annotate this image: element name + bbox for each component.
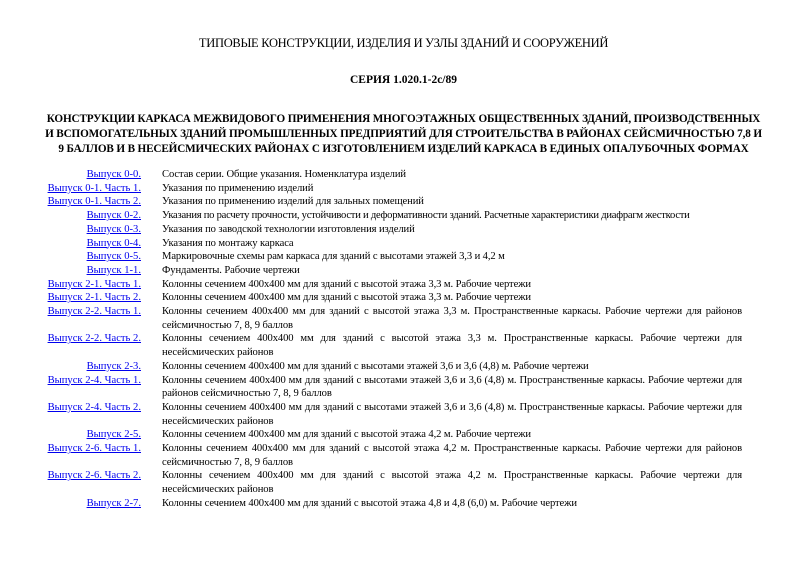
issue-link[interactable]: Выпуск 2-6. Часть 1. (47, 443, 141, 455)
list-item (0, 237, 807, 251)
issue-link[interactable]: Выпуск 2-7. (86, 497, 141, 509)
issue-description: Фундаменты. Рабочие чертежи (162, 264, 300, 276)
issue-link[interactable]: Выпуск 0-5. (86, 251, 141, 263)
issue-description: Состав серии. Общие указания. Номенклатура изделий (162, 169, 406, 180)
issue-description: Колонны сечением 400х400 мм для зданий с высотой этажа 4,2 м. Пространственные каркасы. Рабочие чертежи для районов сейсмичностью 7, 8, 9 баллов (162, 443, 742, 468)
list-item (0, 332, 807, 359)
collection-header: ТИПОВЫЕ КОНСТРУКЦИИ, ИЗДЕЛИЯ И УЗЛЫ ЗДАНИЙ И СООРУЖЕНИЙ (198, 36, 609, 50)
issue-description: Указания по заводской технологии изготовления изделий (162, 223, 415, 235)
issue-description: Указания по монтажу каркаса (162, 237, 294, 249)
list-item (0, 291, 807, 305)
issue-link[interactable]: Выпуск 2-6. Часть 2. (47, 470, 141, 482)
list-item (0, 497, 807, 511)
list-item (0, 305, 807, 332)
issue-description: Колонны сечением 400х400 мм для зданий с высотой этажа 3,3 м. Рабочие чертежи (162, 278, 531, 290)
list-item (0, 209, 807, 223)
issue-link[interactable]: Выпуск 0-1. Часть 2. (47, 196, 141, 208)
issue-description: Колонны сечением 400х400 мм для зданий с высотой этажа 3,3 м. Пространственные каркасы. Рабочие чертежи для районов сейсмичностью 7, 8, 9 баллов (162, 306, 742, 331)
list-item (0, 469, 807, 496)
issue-description: Колонны сечением 400х400 мм для зданий с высотой этажа 3,3 м. Пространственные каркасы. Рабочие чертежи для несейсмических районов (162, 333, 742, 359)
issue-link[interactable]: Выпуск 2-1. Часть 2. (47, 292, 141, 304)
issue-description: Колонны сечением 400х400 мм для зданий с высотой этажа 3,3 м. Рабочие чертежи (162, 292, 531, 304)
issue-link[interactable]: Выпуск 2-2. Часть 1. (47, 306, 141, 318)
issue-description: Колонны сечением 400х400 мм для зданий с высотой этажа 4,8 и 4,8 (6,0) м. Рабочие чертежи (162, 497, 577, 509)
list-item (0, 428, 807, 442)
document-title: КОНСТРУКЦИИ КАРКАСА МЕЖВИДОВОГО ПРИМЕНЕНИЯ МНОГОЭТАЖНЫХ ОБЩЕСТВЕННЫХ ЗДАНИЙ, ПРОИЗВОДСТВЕННЫХ И ВСПОМОГАТЕЛЬНЫХ ЗДАНИЙ ПРОМЫШЛЕННЫХ ПРЕДПРИЯТИЙ ДЛЯ СТРОИТЕЛЬСТВА В РАЙОНАХ СЕЙСМИЧНОСТЬЮ 7,8 И 9 БАЛЛОВ И В НЕСЕЙСМИЧЕСКИХ РАЙОНАХ С ИЗГОТОВЛЕНИЕМ ИЗДЕЛИЙ КАРКАСА В ЕДИНЫХ ОПАЛУБОЧНЫХ ФОРМАХ (45, 113, 762, 155)
issue-link[interactable]: Выпуск 2-1. Часть 1. (47, 278, 141, 290)
issue-link[interactable]: Выпуск 2-2. Часть 2. (47, 333, 141, 345)
list-item (0, 264, 807, 278)
issue-description: Колонны сечением 400х400 мм для зданий с высотами этажей 3,6 и 3,6 (4,8) м. Рабочие чертежи (162, 360, 589, 372)
issue-link[interactable]: Выпуск 0-3. (86, 223, 141, 235)
issue-description: Колонны сечением 400х400 мм для зданий с высотой этажа 4,2 м. Пространственные каркасы. Рабочие чертежи для несейсмических районов (162, 470, 742, 496)
list-item (0, 360, 807, 374)
list-item (0, 195, 807, 209)
issue-description: Колонны сечением 400х400 мм для зданий с высотами этажей 3,6 и 3,6 (4,8) м. Пространственные каркасы. Рабочие чертежи для районов сейсмичностью 7, 8, 9 баллов (162, 374, 742, 400)
list-item (0, 182, 807, 196)
list-item (0, 168, 807, 182)
issue-link[interactable]: Выпуск 2-4. Часть 1. (47, 374, 141, 386)
series-number: СЕРИЯ 1.020.1-2с/89 (349, 74, 457, 86)
issue-link[interactable]: Выпуск 2-5. (86, 429, 141, 441)
issue-link[interactable]: Выпуск 0-2. (86, 210, 141, 222)
list-item (0, 250, 807, 264)
issue-link[interactable]: Выпуск 1-1. (86, 264, 141, 276)
issue-link[interactable]: Выпуск 0-4. (86, 237, 141, 249)
issue-description: Колонны сечением 400х400 мм для зданий с высотой этажа 4,2 м. Рабочие чертежи (162, 429, 531, 441)
issue-description: Маркировочные схемы рам каркаса для зданий с высотами этажей 3,3 и 4,2 м (162, 251, 505, 263)
list-item (0, 442, 807, 469)
list-item (0, 401, 807, 428)
issue-description: Указания по расчету прочности, устойчивости и деформативности зданий. Расчетные характеристики диафрагм жесткости (162, 210, 690, 222)
list-item (0, 278, 807, 292)
issue-description: Указания по применению изделий (162, 182, 314, 194)
issue-description: Колонны сечением 400х400 мм для зданий с высотами этажей 3,6 и 3,6 (4,8) м. Пространственные каркасы. Рабочие чертежи для несейсмических районов (162, 401, 742, 427)
issue-link[interactable]: Выпуск 2-4. Часть 2. (47, 401, 141, 413)
issue-link[interactable]: Выпуск 0-0. (86, 169, 141, 180)
issue-link[interactable]: Выпуск 2-3. (86, 360, 141, 372)
issues-list (0, 168, 807, 511)
list-item (0, 223, 807, 237)
list-item (0, 374, 807, 401)
issue-link[interactable]: Выпуск 0-1. Часть 1. (47, 182, 141, 194)
issue-description: Указания по применению изделий для зальных помещений (162, 196, 424, 208)
